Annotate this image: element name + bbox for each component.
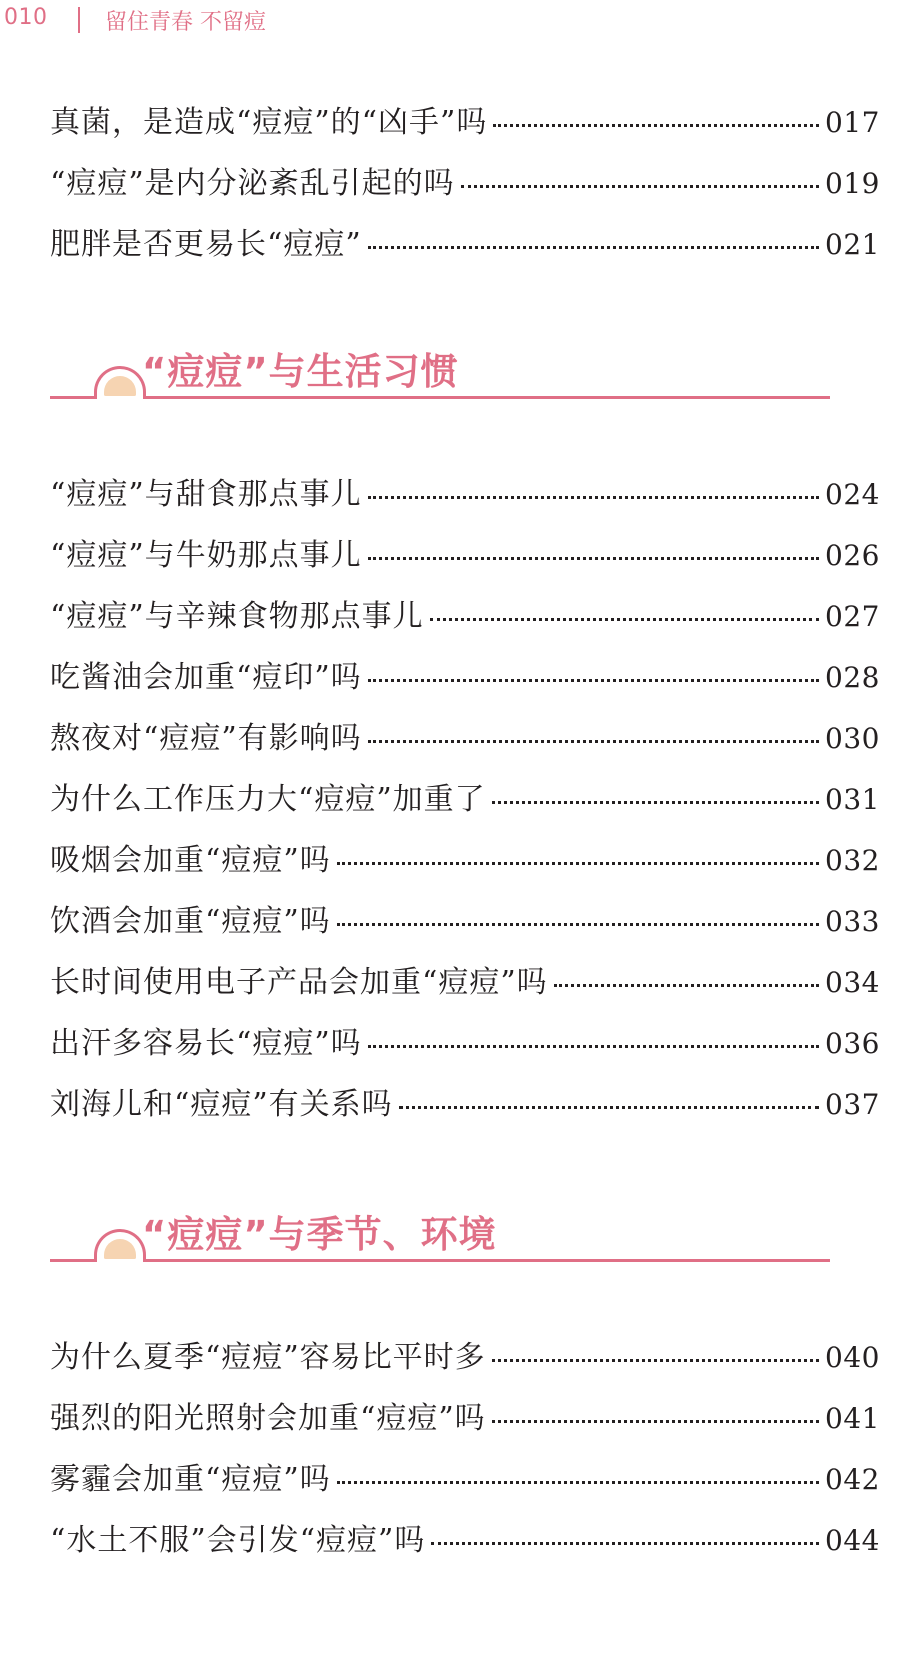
toc-entry-page: 037 — [825, 1088, 880, 1121]
toc-entry-title: 刘海儿和“痘痘”有关系吗 — [50, 1087, 393, 1122]
dot-leader — [554, 984, 819, 987]
heading-rule — [50, 1259, 830, 1262]
dot-leader — [431, 1542, 819, 1545]
toc-entry-page: 030 — [825, 722, 880, 755]
toc-entry[interactable] — [50, 464, 880, 525]
toc-entry[interactable] — [50, 1388, 880, 1449]
toc-entry-title: 为什么工作压力大“痘痘”加重了 — [50, 782, 486, 817]
toc-entry-page: 019 — [825, 167, 880, 200]
toc-entry-title: “痘痘”与辛辣食物那点事儿 — [50, 599, 424, 634]
dot-leader — [368, 557, 819, 560]
toc-entry-title: 长时间使用电子产品会加重“痘痘”吗 — [50, 965, 548, 1000]
toc-entry-title: 强烈的阳光照射会加重“痘痘”吗 — [50, 1401, 486, 1436]
section-title: “痘痘”与季节、环境 — [142, 1213, 497, 1256]
toc-entry-page: 034 — [825, 966, 880, 999]
toc-entry-title: “痘痘”与甜食那点事儿 — [50, 477, 362, 512]
page-number: 010 — [4, 5, 48, 30]
toc-entry-title: 吃酱油会加重“痘印”吗 — [50, 660, 362, 695]
toc-entry-title: 出汗多容易长“痘痘”吗 — [50, 1026, 362, 1061]
toc-entry[interactable] — [50, 891, 880, 952]
toc-entry-page: 042 — [825, 1463, 880, 1496]
toc-entry-title: “水土不服”会引发“痘痘”吗 — [50, 1523, 426, 1558]
dot-leader — [399, 1106, 819, 1109]
toc-entry[interactable] — [50, 1074, 880, 1135]
toc-entry-title: “痘痘”是内分泌紊乱引起的吗 — [50, 166, 455, 201]
toc-entry[interactable] — [50, 708, 880, 769]
toc-entry-page: 017 — [825, 106, 880, 139]
dot-leader — [368, 1045, 819, 1048]
toc-entry[interactable] — [50, 1510, 880, 1571]
toc-entry-title: 饮酒会加重“痘痘”吗 — [50, 904, 331, 939]
toc-entry-page: 031 — [825, 783, 880, 816]
toc-entry-title: 为什么夏季“痘痘”容易比平时多 — [50, 1340, 486, 1375]
toc-entry[interactable] — [50, 153, 880, 214]
toc-entry-page: 021 — [825, 228, 880, 261]
toc-entry[interactable] — [50, 214, 880, 275]
toc-entry-page: 027 — [825, 600, 880, 633]
dot-leader — [337, 1481, 819, 1484]
toc-entry-title: 吸烟会加重“痘痘”吗 — [50, 843, 331, 878]
dot-leader — [368, 246, 819, 249]
toc-entry[interactable] — [50, 769, 880, 830]
dot-leader — [337, 923, 819, 926]
toc-entry-page: 028 — [825, 661, 880, 694]
toc-entry-page: 041 — [825, 1402, 880, 1435]
toc-entry-title: 雾霾会加重“痘痘”吗 — [50, 1462, 331, 1497]
toc-entry[interactable] — [50, 952, 880, 1013]
dot-leader — [430, 618, 819, 621]
dot-leader — [492, 1420, 819, 1423]
toc-entry-page: 044 — [825, 1524, 880, 1557]
toc-entry[interactable] — [50, 647, 880, 708]
toc-entry[interactable] — [50, 586, 880, 647]
section-heading-season-environment — [50, 1202, 830, 1262]
toc-entry-title: 肥胖是否更易长“痘痘” — [50, 227, 362, 262]
toc-entry[interactable] — [50, 1449, 880, 1510]
dot-leader — [368, 496, 819, 499]
toc-entry-title: 熬夜对“痘痘”有影响吗 — [50, 721, 362, 756]
section-title: “痘痘”与生活习惯 — [142, 350, 459, 393]
toc-group-lifestyle — [50, 464, 880, 1135]
dot-leader — [337, 862, 819, 865]
heading-rule — [50, 396, 830, 399]
section-heading-lifestyle — [50, 339, 830, 399]
dot-leader — [368, 740, 819, 743]
toc-entry-page: 024 — [825, 478, 880, 511]
toc-entry[interactable] — [50, 92, 880, 153]
dot-leader — [368, 679, 819, 682]
dot-leader — [492, 801, 819, 804]
toc-group-season-environment — [50, 1327, 880, 1571]
toc-entry-page: 032 — [825, 844, 880, 877]
toc-entry-title: 真菌，是造成“痘痘”的“凶手”吗 — [50, 105, 488, 140]
toc-entry-page: 036 — [825, 1027, 880, 1060]
toc-entry[interactable] — [50, 1013, 880, 1074]
toc-entry-title: “痘痘”与牛奶那点事儿 — [50, 538, 362, 573]
toc-entry-page: 040 — [825, 1341, 880, 1374]
toc-entry[interactable] — [50, 1327, 880, 1388]
header-divider — [78, 7, 80, 33]
toc-entry-page: 033 — [825, 905, 880, 938]
toc-group-continued — [50, 92, 880, 275]
dot-leader — [461, 185, 819, 188]
dot-leader — [493, 124, 819, 127]
book-title: 留住青春 不留痘 — [105, 10, 266, 35]
toc-entry-page: 026 — [825, 539, 880, 572]
toc-entry[interactable] — [50, 525, 880, 586]
toc-entry[interactable] — [50, 830, 880, 891]
dot-leader — [492, 1359, 819, 1362]
running-header — [0, 0, 900, 40]
